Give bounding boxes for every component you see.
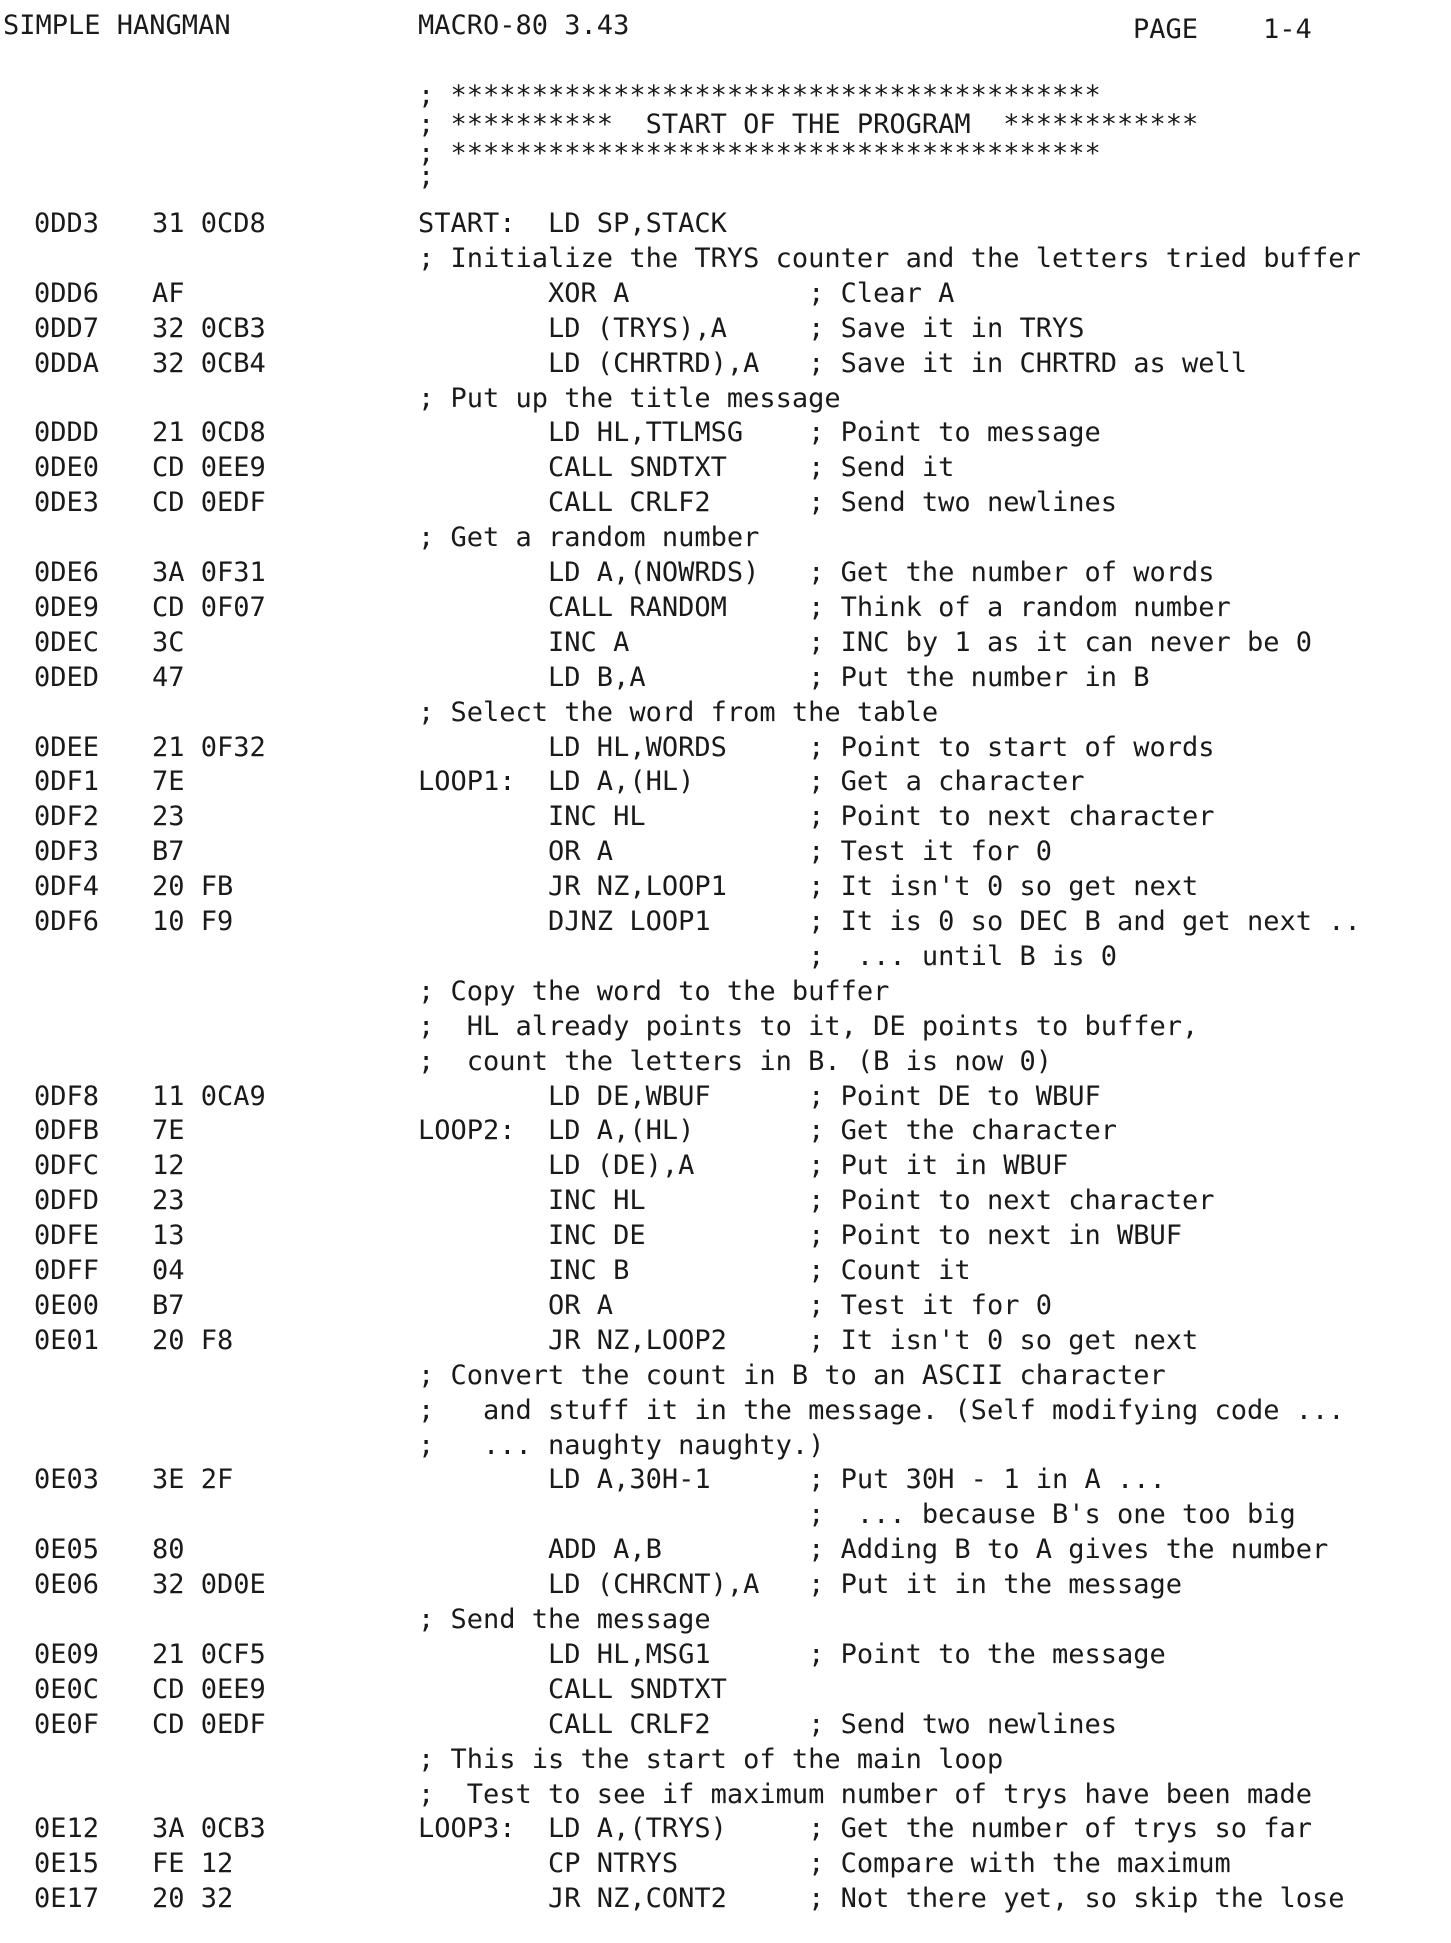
listing-object-code: 47 [152,661,185,693]
listing-source: LD DE,WBUF ; Point DE to WBUF [418,1080,1101,1112]
listing-source: ; ... because B's one too big [418,1499,1296,1531]
listing-source: ; Convert the count in B to an ASCII character [418,1359,1166,1391]
listing-address: 0E09 [34,1638,100,1670]
listing-source: INC HL ; Point to next character [418,801,1215,833]
listing-source: INC B ; Count it [418,1255,971,1286]
listing-address: 0E03 [34,1464,100,1496]
listing-object-code: 3C [152,626,185,658]
listing-object-code: 20 FB [152,871,234,903]
listing-address: 0DE3 [34,487,100,519]
assembler-version: MACRO-80 3.43 [418,10,630,41]
listing-object-code: B7 [152,1289,185,1321]
listing-source: ; Put up the title message [418,382,841,414]
listing-source: LD A,30H-1 ; Put 30H - 1 in A ... [418,1464,1166,1496]
listing-object-code: 20 F8 [152,1324,234,1356]
listing-address: 0DD7 [34,312,100,344]
listing-source: ; Initialize the TRYS counter and the letters tried buffer [418,242,1361,274]
listing-source: ; Select the word from the table [418,696,939,728]
listing-address: 0DEE [34,731,100,763]
listing-object-code: FE 12 [152,1848,234,1880]
listing-address: 0DFE [34,1220,100,1252]
listing-source: ADD A,B ; Adding B to A gives the number [418,1534,1329,1566]
listing-object-code: 21 0CD8 [152,417,266,449]
listing-object-code: 21 0CF5 [152,1638,266,1670]
listing-address: 0DF4 [34,871,100,903]
listing-source: LD (TRYS),A ; Save it in TRYS [418,312,1085,344]
listing-source: ; Get a random number [418,522,760,554]
listing-source: ; HL already points to it, DE points to buffer, [418,1010,1199,1042]
listing-source: INC DE ; Point to next in WBUF [418,1220,1183,1252]
listing-object-code: 13 [152,1220,185,1252]
listing-object-code: 04 [152,1255,185,1286]
banner-line: ; **************************************** [418,138,1101,169]
listing-address: 0DED [34,661,100,693]
listing-object-code: 3A 0CB3 [152,1813,266,1845]
listing-source: JR NZ,LOOP2 ; It isn't 0 so get next [418,1324,1199,1356]
listing-object-code: 31 0CD8 [152,208,266,239]
banner-line: ; [418,161,435,192]
listing-source: ; ... naughty naughty.) [418,1429,825,1461]
listing-source: LD HL,MSG1 ; Point to the message [418,1638,1166,1670]
listing-address: 0DF8 [34,1080,100,1112]
listing-source: LD HL,WORDS ; Point to start of words [418,731,1215,763]
listing-address: 0E0F [34,1708,100,1740]
listing-object-code: 7E [152,1115,185,1147]
listing-address: 0DE0 [34,452,100,484]
listing-object-code: 3E 2F [152,1464,234,1496]
listing-object-code: CD 0EE9 [152,452,266,484]
listing-source: ; count the letters in B. (B is now 0) [418,1045,1052,1077]
listing-object-code: 10 F9 [152,906,234,937]
listing-object-code: CD 0F07 [152,591,266,623]
listing-address: 0DE6 [34,557,100,588]
listing-source: ; This is the start of the main loop [418,1743,1004,1775]
listing-source: LD A,(NOWRDS) ; Get the number of words [418,557,1215,588]
listing-source: ; Test to see if maximum number of trys have been made [418,1778,1313,1810]
listing-source: LOOP3: LD A,(TRYS) ; Get the number of trys so far [418,1813,1313,1845]
listing-source: XOR A ; Clear A [418,277,955,309]
listing-address: 0DFD [34,1185,100,1217]
listing-object-code: 23 [152,1185,185,1217]
listing-source: CALL CRLF2 ; Send two newlines [418,487,1117,519]
listing-object-code: 7E [152,766,185,798]
banner-line: ; ********** START OF THE PROGRAM ************ [418,109,1199,140]
listing-object-code: 12 [152,1150,185,1182]
listing-source: DJNZ LOOP1 ; It is 0 so DEC B and get next .. [418,906,1361,937]
listing-object-code: 20 32 [152,1883,234,1915]
listing-address: 0E0C [34,1673,100,1705]
listing-address: 0DD3 [34,208,100,239]
listing-object-code: 80 [152,1534,185,1566]
listing-source: ; ... until B is 0 [418,940,1117,972]
listing-address: 0E17 [34,1883,100,1915]
listing-object-code: CD 0EE9 [152,1673,266,1705]
listing-source: LD (DE),A ; Put it in WBUF [418,1150,1069,1182]
listing-object-code: 32 0CB4 [152,347,266,379]
listing-address: 0E15 [34,1848,100,1880]
listing-address: 0DE9 [34,591,100,623]
listing-source: LD B,A ; Put the number in B [418,661,1150,693]
listing-address: 0E05 [34,1534,100,1566]
listing-address: 0DD6 [34,277,100,309]
listing-address: 0DDA [34,347,100,379]
listing-source: LD (CHRCNT),A ; Put it in the message [418,1569,1183,1601]
listing-address: 0DFF [34,1255,100,1286]
listing-source: CALL SNDTXT ; Send it [418,452,955,484]
listing-source: CALL RANDOM ; Think of a random number [418,591,1231,623]
listing-source: INC HL ; Point to next character [418,1185,1215,1217]
listing-object-code: CD 0EDF [152,1708,266,1740]
listing-source: OR A ; Test it for 0 [418,836,1052,868]
listing-object-code: 32 0D0E [152,1569,266,1601]
listing-object-code: 21 0F32 [152,731,266,763]
banner-line: ; **************************************** [418,80,1101,111]
listing-source: LD HL,TTLMSG ; Point to message [418,417,1101,449]
listing-address: 0DDD [34,417,100,449]
listing-address: 0E01 [34,1324,100,1356]
listing-object-code: CD 0EDF [152,487,266,519]
listing-object-code: 3A 0F31 [152,557,266,588]
listing-title: SIMPLE HANGMAN [3,10,231,41]
listing-object-code: 32 0CB3 [152,312,266,344]
listing-source: ; Copy the word to the buffer [418,975,890,1007]
listing-source: CALL CRLF2 ; Send two newlines [418,1708,1117,1740]
listing-address: 0E06 [34,1569,100,1601]
listing-address: 0DF1 [34,766,100,798]
listing-address: 0E12 [34,1813,100,1845]
listing-source: ; and stuff it in the message. (Self modifying code ... [418,1394,1345,1426]
listing-source: LOOP1: LD A,(HL) ; Get a character [418,766,1085,798]
listing-source: LD (CHRTRD),A ; Save it in CHRTRD as well [418,347,1248,379]
listing-source: INC A ; INC by 1 as it can never be 0 [418,626,1313,658]
listing-address: 0DF2 [34,801,100,833]
listing-source: OR A ; Test it for 0 [418,1289,1052,1321]
listing-source: LOOP2: LD A,(HL) ; Get the character [418,1115,1117,1147]
listing-source: CALL SNDTXT [418,1673,727,1705]
listing-address: 0DF3 [34,836,100,868]
listing-object-code: B7 [152,836,185,868]
listing-object-code: 23 [152,801,185,833]
page-number: PAGE 1-4 [1133,14,1312,45]
listing-address: 0DEC [34,626,100,658]
listing-address: 0DFC [34,1150,100,1182]
listing-source: ; Send the message [418,1604,711,1635]
listing-source: JR NZ,CONT2 ; Not there yet, so skip the lose [418,1883,1345,1915]
listing-address: 0DF6 [34,906,100,937]
listing-source: CP NTRYS ; Compare with the maximum [418,1848,1231,1880]
listing-address: 0E00 [34,1289,100,1321]
listing-source: JR NZ,LOOP1 ; It isn't 0 so get next [418,871,1199,903]
listing-source: START: LD SP,STACK [418,208,727,239]
listing-object-code: 11 0CA9 [152,1080,266,1112]
listing-object-code: AF [152,277,185,309]
listing-address: 0DFB [34,1115,100,1147]
